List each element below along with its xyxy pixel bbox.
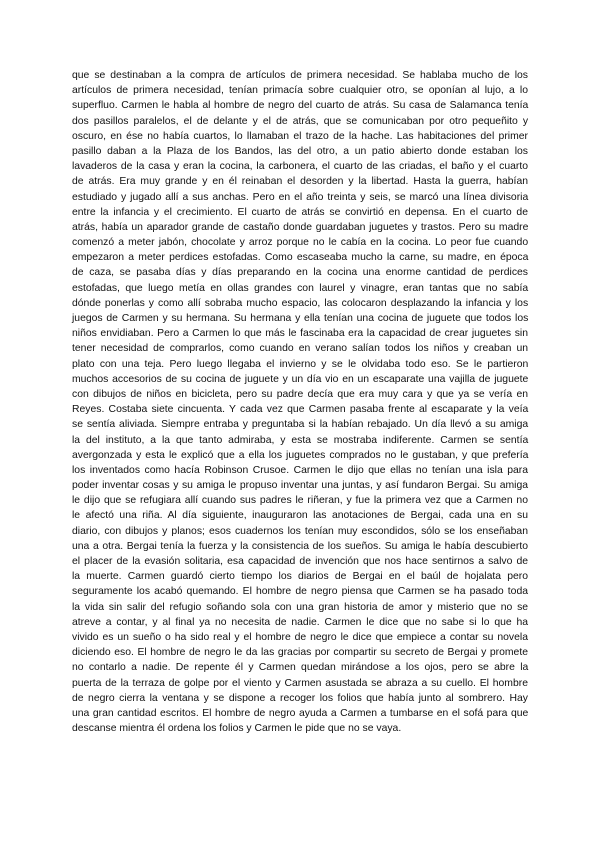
text-line: artículos de primera necesidad, tenían primacía sobre cualquier otro, se oponían al lujo, a lo: [72, 85, 528, 97]
text-line: de atrás. Era muy grande y en él reinaban el desorden y la libertad. Hasta la guerra, habían: [72, 176, 528, 188]
text-line: la vida sin salir del refugio soñando sola con una gran historia de amor y misterio que no se: [72, 601, 529, 613]
text-line: avergonzada y esta le explicó que a ella los juguetes comprados no le gustaban, y que prefería: [72, 449, 529, 461]
text-line: oscuro, en ése no había cuartos, lo llamaban el trazo de la hache. Las habitaciones del primer: [72, 130, 528, 142]
text-line: vivido es un sueño o ha sido real y el hombre de negro le dice que empiece a contar su novela: [72, 631, 528, 643]
text-line: le afectó una riña. Al día siguiente, inauguraron las anotaciones de Bergai, cada una en su: [72, 510, 528, 522]
text-line: Reyes. Costaba siete cincuenta. Y cada vez que Carmen pasaba frente al escaparate y la veía: [72, 404, 529, 416]
text-line: que se destinaban a la compra de artículos de primera necesidad. Se hablaba mucho de los: [72, 70, 528, 81]
text-line: tener necesidad de comprarlos, como cuando en verano salían todos los niños y creaban un: [72, 343, 528, 355]
text-line: poder inventar cosas y su amiga le propuso inventar una juntas, y así fundaron Bergai. Su amiga: [72, 480, 528, 492]
text-line: una a otra. Bergai tenía la fuerza y la consistencia de los sueños. Su amiga le había descubierto: [72, 540, 528, 552]
text-line: de caza, se pasaba días y días preparando en la cocina una enorme cantidad de perdices: [72, 267, 528, 279]
text-line: le dijo que se refugiara allí cuando sus padres le riñeran, y fue la primera vez que a Carmen no: [72, 495, 528, 507]
text-line: la del instituto, a la que tanto admiraba, y esta se mostraba indiferente. Carmen se sentía: [72, 434, 529, 446]
text-line: de negro cierra la ventana y se dispone a recoger los folios que había junto al sombrero. Hay: [72, 692, 528, 704]
text-line: dos pasillos paralelos, el de delante y el de atrás, que se comunicaban por otro pequeñito y: [72, 115, 529, 127]
text-line: juegos de Carmen y su hermana. Su hermana y ella tenían una cocina de juguete que todos los: [72, 313, 529, 324]
text-line: atrás, había un aparador grande de castaño donde guardaban juguetes y trastos. Pero su madre: [72, 221, 529, 233]
text-line: no contarlo a nadie. De repente él y Carmen quedan mirándose a los ojos, pero se abre la: [72, 662, 529, 674]
text-line: atreve a contar, y al final ya no necesita de nadie. Carmen le dice que no sabe si lo que ha: [72, 616, 529, 628]
text-line: pasillo daban a la Plaza de los Bandos, las del otro, a un patio abierto donde estaban los: [72, 145, 528, 157]
text-line: diario, con dibujos y planos; esos cuadernos los tenían muy escondidos, sólo se los enseñaban: [72, 525, 528, 537]
text-line: estudiado y jugado allí a sus anchas. Pero en el año treinta y seis, se marcó una línea divisoria: [72, 191, 529, 203]
text-line: con dibujos de niños en bicicleta, pero su padre decía que era muy cara y que ya se vería en: [72, 388, 529, 400]
body-text: [72, 68, 528, 736]
text-line: los inventados como hacía Robinson Crusoe. Carmen le dijo que ellas no tenían una isla para: [72, 464, 529, 476]
text-line: el placer de la evasión solitaria, esa capacidad de invención que nos hace sentirnos a salvo de: [72, 556, 528, 567]
text-line: plato con una teja. Pero luego llegaba el invierno y se le olvidaba todo eso. Se le partieron: [72, 358, 529, 370]
text-line: entre la infancia y el crecimiento. El cuarto de atrás se convirtió en depensa. En el cuarto de: [72, 206, 528, 218]
text-line: lavaderos de la casa y eran la cocina, la carbonera, el cuarto de las criadas, el baño y el cuarto: [72, 161, 528, 173]
text-line: muchos accesorios de su cocina de juguete y un día vio en un escaparate una vajilla de juguete: [72, 373, 529, 385]
text-line: estofadas, que luego metía en ollas grandes con laurel y vinagre, eran tantas que no sabía: [72, 282, 529, 294]
text-line: puerta de la terraza de golpe por el viento y Carmen asustada se abraza a su cuello. El hombre: [72, 677, 528, 689]
text-line: superfluo. Carmen le habla al hombre de negro del cuarto de atrás. Su casa de Salamanca tenía: [72, 100, 529, 112]
text-line: una gran cantidad escritos. El hombre de negro ayuda a Carmen a tumbarse en el sofá para que: [72, 707, 529, 719]
text-line: se sentía aliviada. Siempre entraba y preguntaba si la habían rebajado. Un día llevó a su amiga: [72, 419, 529, 431]
text-line: comenzó a meter jabón, chocolate y arroz porque no le cabía en la cocina. Lo peor fue cuando: [72, 237, 529, 249]
text-line: descanse mientra él ordena los folios y Carmen le pide que no se vaya.: [72, 723, 402, 735]
text-line: dónde ponerlas y como allí sobraba mucho espacio, las colocaron desplazando la infancia y los: [72, 297, 529, 309]
text-line: niños envidiaban. Pero a Carmen lo que más le fascinaba era la capacidad de crear juguetes sin: [72, 328, 528, 340]
text-line: seguramente los acabó quemando. El hombre de negro piensa que Carmen se ha pasado toda: [72, 586, 529, 598]
text-line: la muerte. Carmen guardó cierto tiempo los diarios de Bergai en el baúl de hojalata pero: [72, 571, 529, 583]
text-line: diciendo eso. El hombre de negro le da las gracias por compartir su secreto de Bergai y promete: [72, 647, 528, 659]
text-line: empezaron a meter perdices estofadas. Como escaseaba mucho la carne, su madre, en época: [72, 252, 529, 264]
